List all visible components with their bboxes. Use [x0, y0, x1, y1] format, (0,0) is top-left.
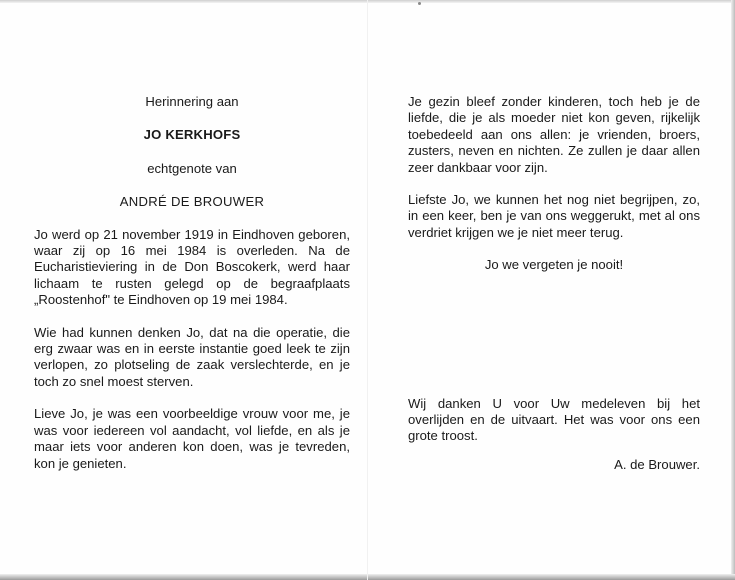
- biography-paragraph: Jo werd op 21 november 1919 in Eindhoven geboren, waar zij op 16 mei 1984 is overleden. Na de Eucharistieviering in de Don Boscokerk, werd haar lichaam te rusten gelegd op de begraafplaats „Roostenhof" te Eindhoven op 19 mei 1984.: [34, 226, 350, 308]
- tribute-paragraph: Lieve Jo, je was een voorbeeldige vrouw voor me, je was voor iedereen vol aandacht, vol liefde, en als je maar iets voor anderen kon doen, was je tevreden, kon je genieten.: [34, 406, 350, 471]
- remembrance-heading: Herinnering aan: [145, 94, 239, 109]
- center-fold: [367, 0, 368, 580]
- deceased-name: JO KERKHOFS: [143, 127, 241, 143]
- paper-speck: [418, 2, 421, 5]
- left-page: [34, 94, 350, 472]
- right-page: [408, 94, 700, 473]
- farewell-paragraph: Liefste Jo, we kunnen het nog niet begrijpen, zo, in een keer, ben je van ons weggerukt, met al ons verdriet krijgen we je niet meer terug.: [408, 192, 700, 240]
- signature: A. de Brouwer.: [614, 456, 700, 472]
- family-paragraph: Je gezin bleef zonder kinderen, toch heb je de liefde, die je als moeder niet kon geven, rijkelijk toebedeeld aan ons allen: je vrienden, broers, zusters, neven en nichten. Ze zullen je daar allen zeer dankbaar voor zijn.: [408, 94, 700, 175]
- paper-right-edge: [731, 0, 735, 580]
- closing-line: Jo we vergeten je nooit!: [484, 257, 624, 273]
- thanks-paragraph: Wij danken U voor Uw medeleven bij het overlijden en de uitvaart. Het was voor ons een grote troost.: [408, 395, 700, 444]
- relation-text: echtgenote van: [147, 160, 237, 176]
- illness-paragraph: Wie had kunnen denken Jo, dat na die operatie, die erg zwaar was en in eerste instantie goed leek te zijn verlopen, zo plotseling de zaak verslechterde, en je toch zo snel moest sterven.: [34, 324, 350, 389]
- spouse-name: ANDRÉ DE BROUWER: [119, 194, 265, 210]
